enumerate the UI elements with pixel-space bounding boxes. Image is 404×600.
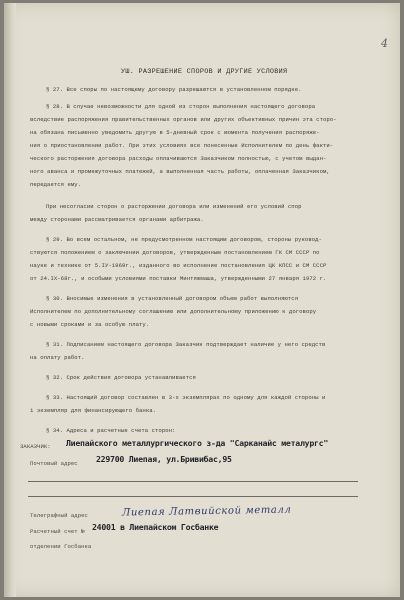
paragraph-line: § 28. В случае невозможности для одной из сторон выполнения настоящего договора — [46, 103, 316, 110]
postal-address-stamp: 229700 Лиепая, ул.Бривибас,95 — [96, 454, 232, 464]
account-stamp: 24001 в Лиепайском Госбанке — [92, 522, 219, 532]
telegraph-address-label: Телеграфный адрес — [30, 512, 88, 519]
paragraph-line: § 32. Срок действия договора устанавливается — [46, 374, 196, 381]
account-label: Расчетный счет № — [30, 528, 85, 535]
document-page — [4, 3, 400, 597]
customer-label: ЗАКАЗЧИК: — [20, 443, 51, 450]
paragraph-line: 1 экземпляр для финансирующего банка. — [30, 407, 157, 414]
paragraph-line: При несогласии сторон о расторжении договора или изменений его условий спор — [46, 203, 302, 210]
paragraph-line: на оплату работ. — [30, 354, 85, 361]
paragraph-line: передается ему. — [30, 181, 82, 188]
form-divider — [28, 481, 358, 482]
paragraph-line: § 29. Во всем остальном, не предусмотренном настоящим договором, стороны руковод- — [46, 236, 322, 243]
form-divider — [28, 496, 358, 497]
paragraph-line: от 24.IX-68г., и особыми условиями поставки Минтяжмаша, утвержденными 27 января 1972 г. — [30, 275, 327, 282]
paragraph-line: с новыми сроками и за особую плату. — [30, 321, 150, 328]
paragraph-line: ного аванса и промежуточных платежей, а выполненная часть работы, оплаченная Заказчиком, — [30, 168, 330, 175]
paragraph-line: § 33. Настоящий договор составлен в 3-х экземплярах по одному для каждой стороны и — [46, 394, 326, 401]
paragraph-line: науке и технике от 5.IУ-1969г., изданного во исполнение постановления ЦК КПСС и СМ СССР — [30, 262, 327, 269]
bank-branch-label: отделении Госбанка — [30, 543, 92, 550]
paragraph-line: между сторонами рассматривается органами арбитража. — [30, 216, 204, 223]
paragraph-line: § 31. Подписанием настоящего договора Заказчик подтверждает наличие у него средств — [46, 341, 326, 348]
paragraph-line: § 30. Вносимые изменения в установленный договором объем работ выполняются — [46, 295, 299, 302]
page-number: 4 — [381, 37, 388, 50]
paragraph-line: Исполнителем по дополнительному соглашению или дополнительному приложению к договору — [30, 308, 317, 315]
paragraph-line: ния о приостановлении работ. При этих условиях все понесенные Исполнителем по день факти- — [30, 142, 334, 149]
section-title: УШ. РАЗРЕШЕНИЕ СПОРОВ И ДРУГИЕ УСЛОВИЯ — [121, 68, 288, 76]
paragraph-line: ствуются положением о заключении договоров, утвержденным постановлением ГК СМ СССР по — [30, 249, 320, 256]
postal-address-label: Почтовый адрес — [30, 460, 78, 467]
customer-stamp: Лиепайского металлургического з-да "Сарканайс металургс" — [66, 438, 329, 448]
paragraph-line: на обязана письменно уведомить другую в 5-дневный срок с момента получения распоряже- — [30, 129, 320, 136]
paragraph-line: § 27. Все споры по настоящему договору разрешаются в установленном порядке. — [46, 86, 302, 93]
telegraph-address-handwritten: Лиепая Латвийской металл — [121, 504, 292, 519]
paragraph-line: § 34. Адреса и расчетные счета сторон: — [46, 427, 176, 434]
paragraph-line: вследствие распоряжения правительственных органов или других объективных причин эта сторо- — [30, 116, 337, 123]
paragraph-line: ческого расторжения договора расходы оплачиваются Заказчиком полностью, с учетом выдан- — [30, 155, 327, 162]
binding-margin — [4, 3, 16, 597]
